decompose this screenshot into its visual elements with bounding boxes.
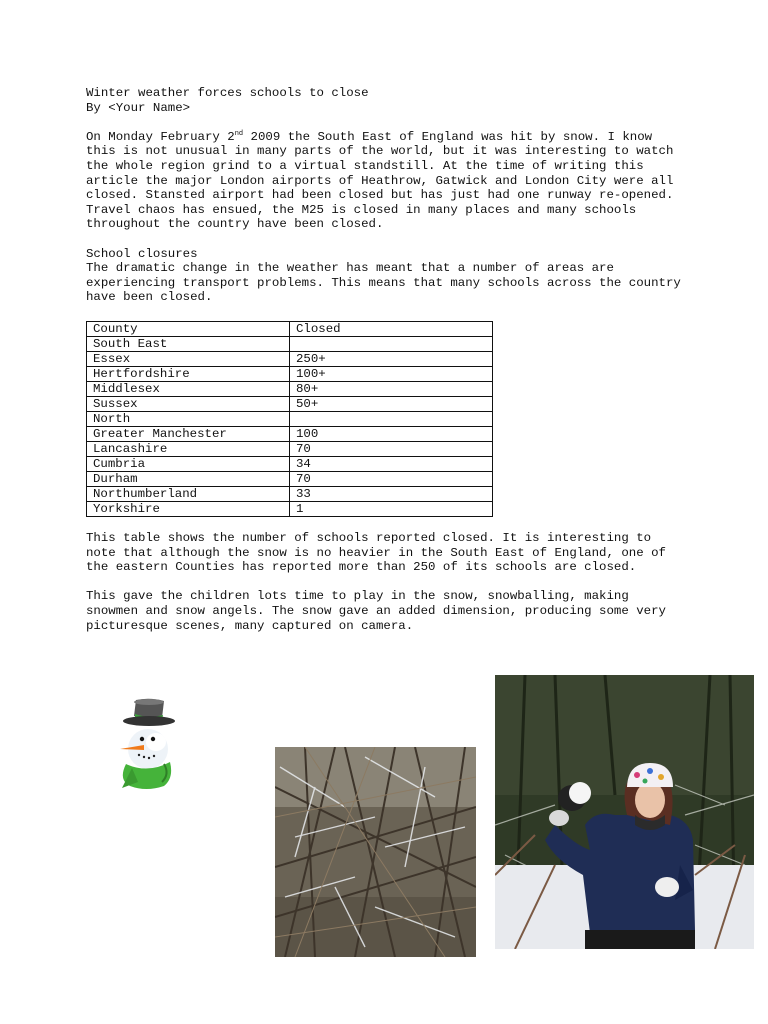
county-cell: Lancashire [87, 441, 290, 456]
table-header-row [87, 321, 493, 336]
table-row [87, 381, 493, 396]
child-snowball-photo [495, 675, 754, 949]
table-row [87, 456, 493, 471]
snowy-branches-photo [275, 747, 476, 957]
county-cell: South East [87, 336, 290, 351]
table-row [87, 351, 493, 366]
county-cell: Essex [87, 351, 290, 366]
county-cell: Northumberland [87, 486, 290, 501]
table-row [87, 486, 493, 501]
headline: Winter weather forces schools to close [86, 86, 369, 100]
closed-count-cell [290, 411, 493, 426]
intro-text-start: On Monday February 2 [86, 129, 235, 144]
closed-count-cell: 250+ [290, 351, 493, 366]
closing-paragraph: This gave the children lots time to play in the snow, snowballing, making snowmen and snow angels. The snow gave an added dimension, producing some very picturesque scenes, many captured on camera. [86, 589, 674, 633]
closed-count-cell: 50+ [290, 396, 493, 411]
county-cell: Sussex [87, 396, 290, 411]
byline: By <Your Name> [86, 100, 191, 115]
table-row [87, 396, 493, 411]
county-cell: Hertfordshire [87, 366, 290, 381]
closed-count-cell [290, 336, 493, 351]
table-row [87, 426, 493, 441]
county-cell: Yorkshire [87, 501, 290, 516]
closed-count-cell: 70 [290, 441, 493, 456]
table-row [87, 336, 493, 351]
table-header-closed: Closed [290, 321, 493, 336]
table-row [87, 411, 493, 426]
county-cell: North [87, 411, 290, 426]
table-explanation-paragraph: This table shows the number of schools reported closed. It is interesting to note that although the snow is no heavier in the South East of England, one of the eastern Counties has reported more than 250 of its schools are closed. [86, 531, 674, 575]
table-row [87, 366, 493, 381]
section-paragraph: The dramatic change in the weather has meant that a number of areas are experiencing transport problems. This means that many schools across the country have been closed. [86, 261, 689, 305]
school-closures-table [86, 321, 493, 517]
closed-count-cell: 1 [290, 501, 493, 516]
closed-count-cell: 100+ [290, 366, 493, 381]
county-cell: Middlesex [87, 381, 290, 396]
closed-count-cell: 34 [290, 456, 493, 471]
section-heading: School closures [86, 246, 198, 261]
closed-count-cell: 80+ [290, 381, 493, 396]
county-cell: Greater Manchester [87, 426, 290, 441]
closed-count-cell: 33 [290, 486, 493, 501]
closed-count-cell: 100 [290, 426, 493, 441]
intro-text-rest: 2009 the South East of England was hit by snow. I know this is not unusual in many parts of the world, but it was interesting to watch the whole region grind to a virtual standstill. At the time of writing this article the major London airports of Heathrow, Gatwick and London City were all closed. Stansted airport had been closed but has just had one runway re-opened. Travel chaos has ensued, the M25 is closed in many places and many schools throughout the country have been closed. [86, 129, 681, 232]
ordinal-suffix: nd [234, 129, 244, 138]
table-header-county: County [87, 321, 290, 336]
table-row [87, 441, 493, 456]
closed-count-cell: 70 [290, 471, 493, 486]
table-row [87, 471, 493, 486]
snowman-image [112, 698, 178, 790]
article [86, 86, 689, 633]
intro-paragraph [86, 130, 686, 232]
table-row [87, 501, 493, 516]
county-cell: Durham [87, 471, 290, 486]
county-cell: Cumbria [87, 456, 290, 471]
